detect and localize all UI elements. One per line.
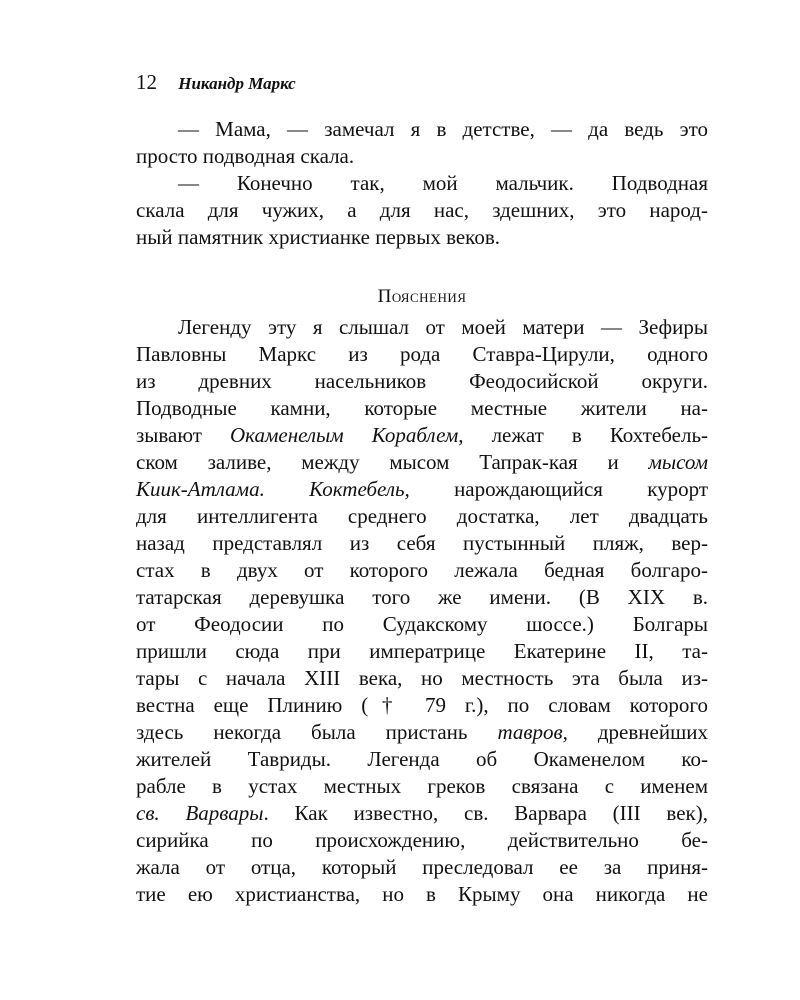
text-segment: татарская деревушка того же имени. (В XIX в. [136,585,708,609]
text-segment: тары с начала XIII века, но местность эта была из- [136,666,708,690]
italic-text: Окаменелым Кораблем, [230,423,464,447]
text-line: скала для чужих, а для нас, здешних, это народ- [136,198,708,222]
text-line [136,422,708,449]
text-line [136,746,708,773]
text-segment: от Феодосии по Судакскому шоссе.) Болгары [136,612,708,636]
text-line [136,530,708,557]
text-line [136,665,708,692]
text-line [136,314,708,341]
text-line [136,476,708,503]
text-line [136,557,708,584]
text-segment: стах в двух от которого лежала бедная болгаро- [136,558,708,582]
notes-paragraph [136,314,708,908]
text-segment: древнейших [567,720,708,744]
text-line [136,881,708,908]
text-line [136,395,708,422]
running-head-author: Никандр Маркс [178,74,296,93]
section-heading: Пояснения [377,286,467,307]
italic-text: св. Варвары [136,801,264,825]
text-line [136,692,708,719]
text-line [136,449,708,476]
text-segment: жала от отца, который преследовал ее за приня- [136,855,708,879]
text-segment: Павловны Маркс из рода Ставра-Цирули, одного [136,342,708,366]
text-line: — Мама, — замечал я в детстве, — да ведь это [178,117,708,141]
text-segment: жителей Тавриды. Легенда об Окаменелом ко- [136,747,708,771]
text-line [136,368,708,395]
text-segment: здесь некогда была пристань [136,720,498,744]
text-segment: зывают [136,423,230,447]
text-segment: лежат в Кохтебель- [463,423,709,447]
text-line [136,503,708,530]
page-number: 12 [136,70,157,94]
text-segment: пришли сюда при императрице Екатерине II, та- [136,639,708,663]
book-page [136,68,708,908]
italic-text: Киик-Атлама. Коктебель, [136,477,410,501]
text-segment: тие ею христианства, но в Крыму она никогда не [136,882,708,906]
text-segment: для интеллигента среднего достатка, лет двадцать [136,504,708,528]
text-line: просто подводная скала. [136,144,355,168]
text-segment: из древних насельников Феодосийской округи. [136,369,708,393]
dialogue-paragraph-2 [136,170,708,251]
text-segment: нарождающийся курорт [409,477,709,501]
italic-text: тавров, [497,720,568,744]
running-head [136,68,708,96]
text-line [136,611,708,638]
text-line [136,827,708,854]
text-line [136,638,708,665]
text-segment: назад представлял из себя пустынный пляж, вер- [136,531,708,555]
text-segment: сирийка по происхождению, действительно бе- [136,828,708,852]
text-line: ный памятник христианке первых веков. [136,225,500,249]
italic-text: мысом [648,450,708,474]
text-segment: вестна еще Плинию († 79 г.), по словам которого [136,693,708,717]
dialogue-paragraph-1 [136,116,708,170]
text-line [136,719,708,746]
text-line [136,854,708,881]
text-line [136,773,708,800]
text-line [136,800,708,827]
text-line: — Конечно так, мой мальчик. Подводная [178,171,708,195]
text-segment: рабле в устах местных греков связана с именем [136,774,708,798]
text-segment: . Как известно, св. Варвара (III век), [263,801,708,825]
text-line [136,584,708,611]
text-line [136,341,708,368]
text-segment: Легенду эту я слышал от моей матери — Зефиры [178,315,708,339]
text-segment: Подводные камни, которые местные жители на- [136,396,708,420]
text-segment: ском заливе, между мысом Тапрак-кая и [136,450,649,474]
